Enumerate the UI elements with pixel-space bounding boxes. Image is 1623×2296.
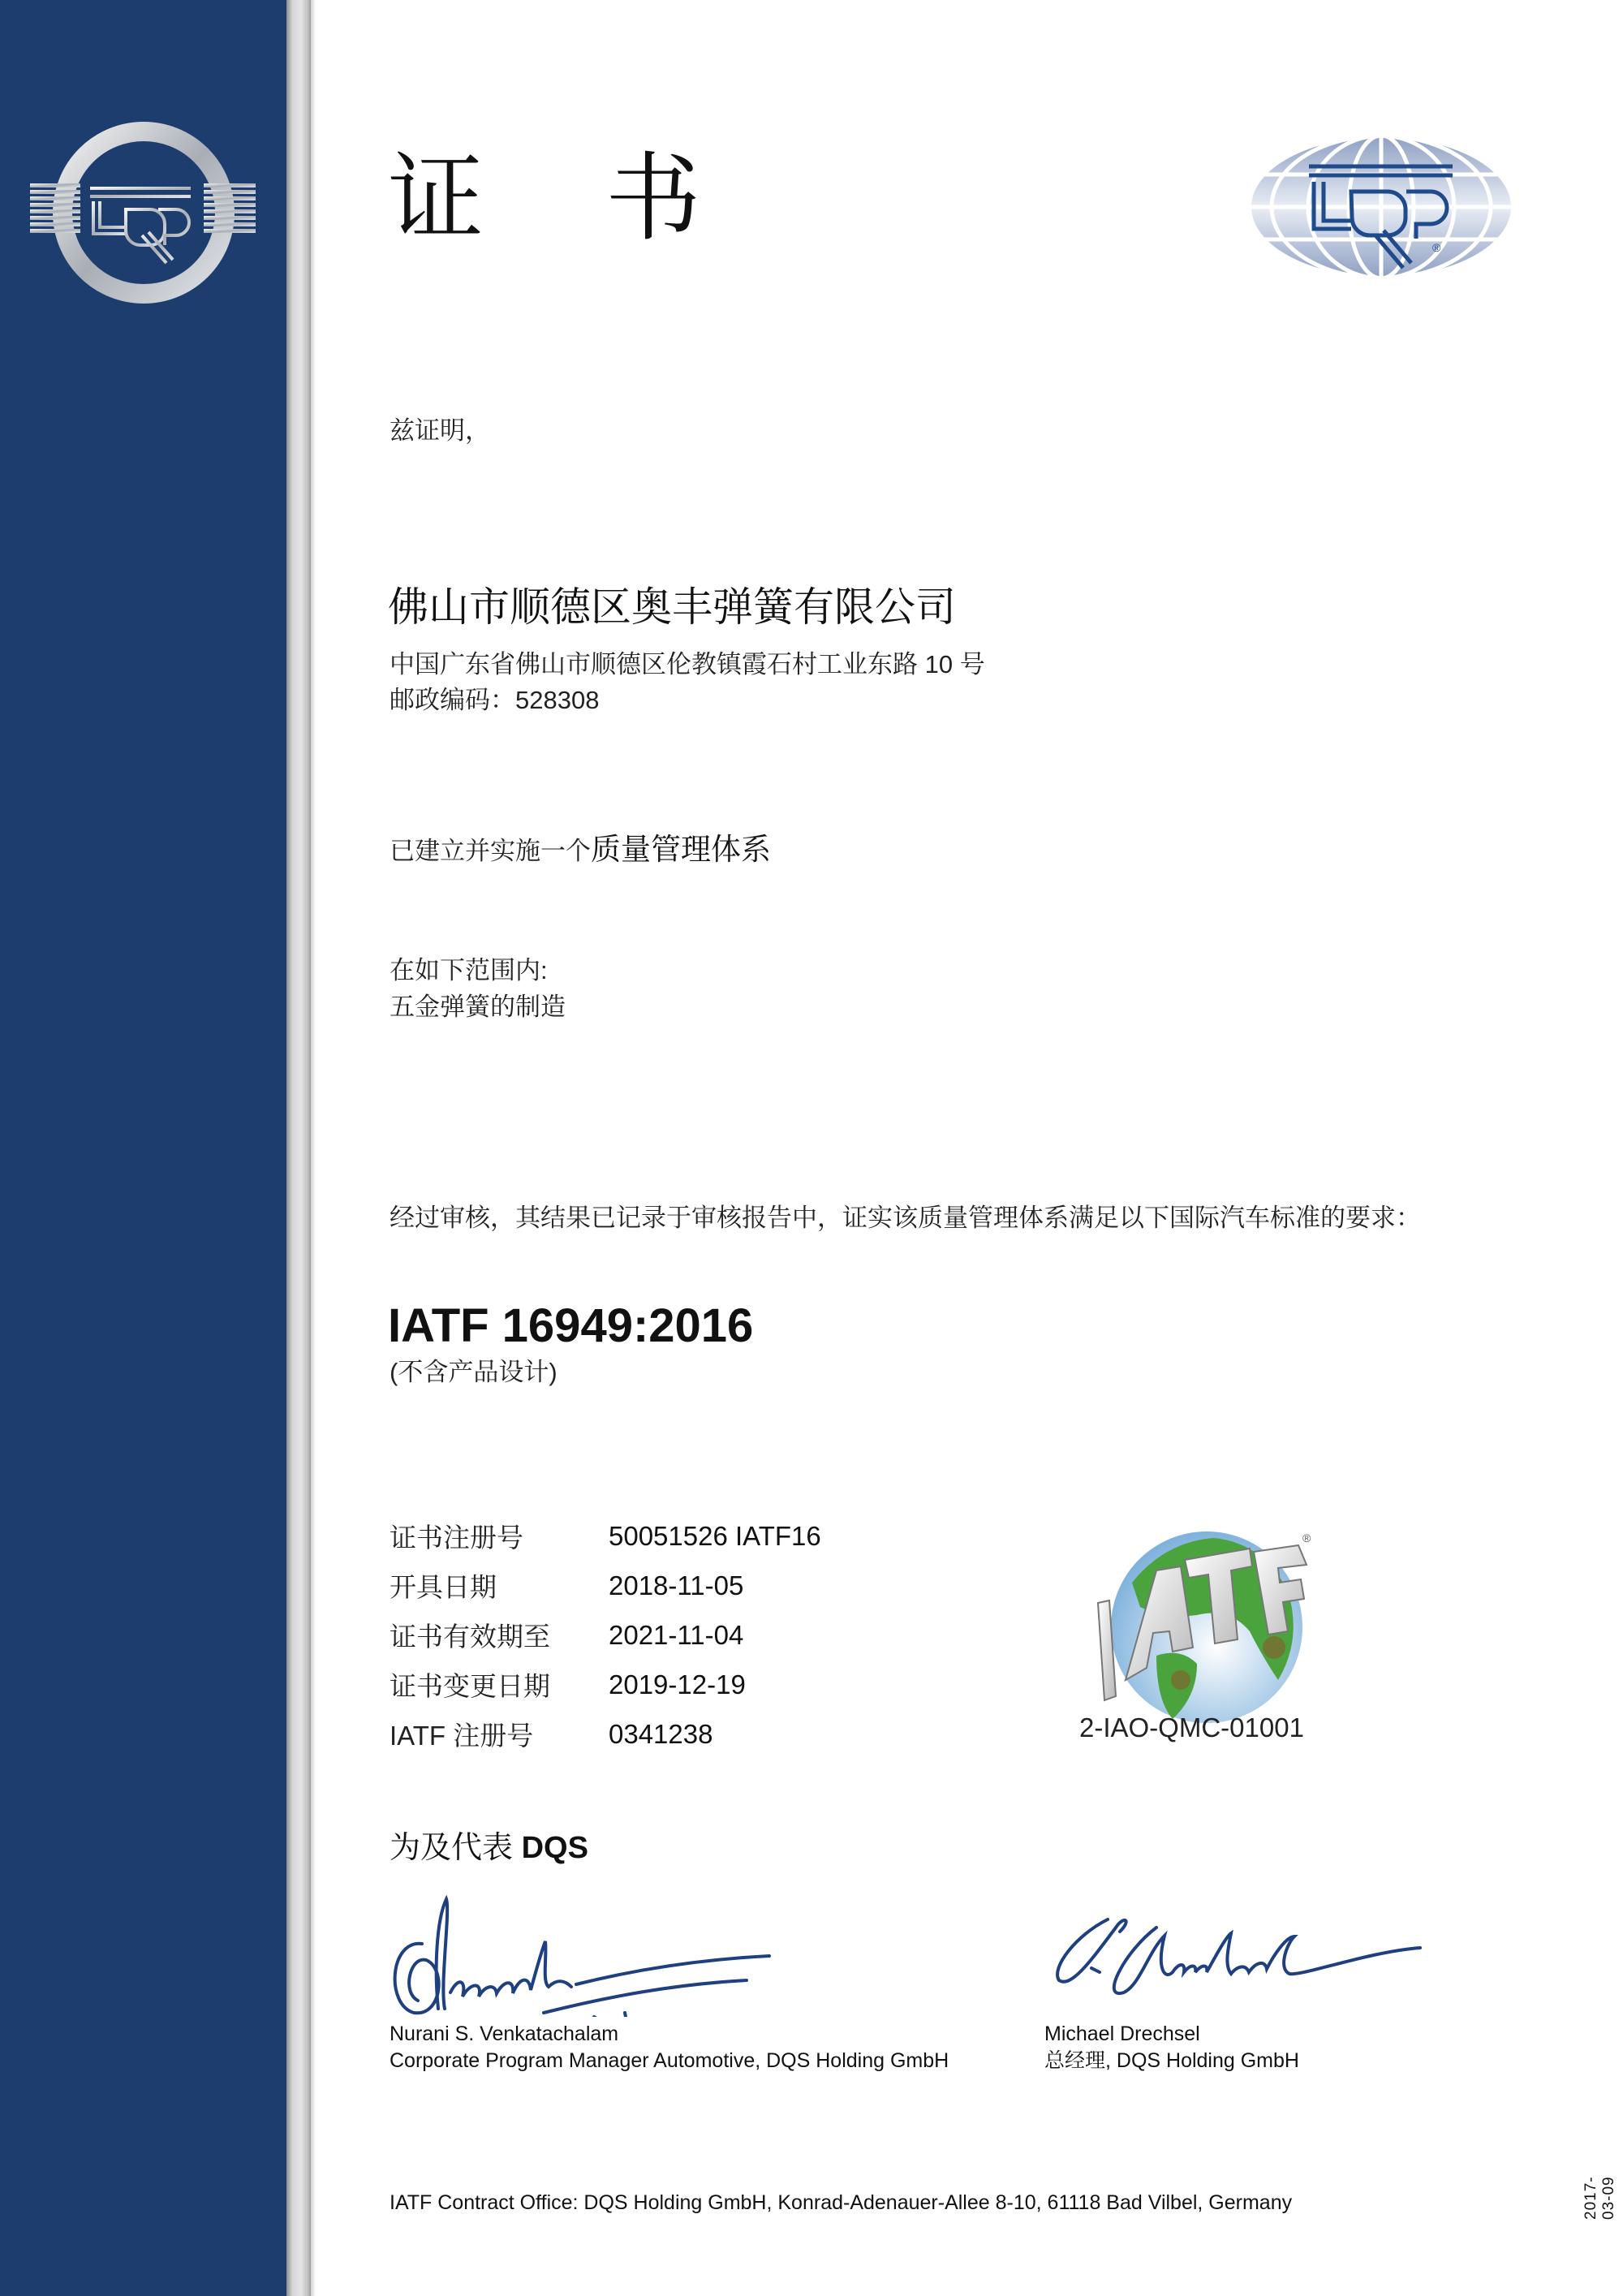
svg-text:®: ® [1432,241,1441,254]
version-date: 2017-03-09 [1582,2176,1617,2220]
system-statement-prefix: 已建立并实施一个 [390,837,591,865]
scope-label: 在如下范围内: [390,956,548,984]
signer-1-name: Nurani S. Venkatachalam [390,2022,619,2045]
title-char-1: 证 [388,142,484,254]
audit-statement: 经过审核，其结果已记录于审核报告中，证实该质量管理体系满足以下国际汽车标准的要求： [390,1204,1421,1232]
certificate-details [390,1511,821,1759]
signer-1-title: Corporate Program Manager Automotive, DQS Holding GmbH [390,2048,949,2072]
strip-shadow [311,0,316,2296]
metallic-strip [286,0,311,2296]
company-address: 中国广东省佛山市顺德区伦教镇霞石村工业东路 10 号 [390,650,985,678]
footer-contract-office: IATF Contract Office: DQS Holding GmbH, Konrad-Adenauer-Allee 8-10, 61118 Bad Vilbel, Germany [390,2191,1293,2214]
dqs-ring-logo-icon [28,114,260,308]
detail-label: 开具日期 [390,1572,497,1602]
on-behalf-of [390,1822,588,1867]
detail-label: 证书变更日期 [390,1671,550,1701]
signer-1 [390,2021,949,2074]
iatf-code: 2-IAO-QMC-01001 [1079,1712,1304,1742]
company-name: 佛山市顺德区奥丰弹簧有限公司 [388,584,956,630]
standard-note: (不含产品设计) [390,1358,558,1386]
detail-value: 50051526 IATF16 [609,1520,821,1551]
standard-name: IATF 16949:2016 [388,1299,754,1352]
on-behalf-prefix: 为及代表 [390,1831,522,1865]
detail-row-valid-until [390,1610,821,1660]
detail-label: 证书注册号 [390,1523,523,1553]
intro-text: 兹证明， [390,416,490,445]
detail-row-iatf-number [390,1709,821,1759]
signature-drechsel-icon [1043,1903,1449,2009]
detail-label: 证书有效期至 [390,1622,550,1652]
scope-value: 五金弹簧的制造 [390,993,566,1021]
detail-label: IATF 注册号 [390,1721,534,1751]
certificate-title [388,142,702,254]
dqs-globe-logo-icon [1246,130,1518,284]
detail-value: 2019-12-19 [609,1669,746,1699]
detail-row-change-date [390,1660,821,1709]
signature-venkatachalam-icon [381,1895,787,2017]
detail-row-registration [390,1511,821,1561]
signer-2 [1044,2021,1299,2074]
system-statement [390,829,771,870]
on-behalf-org: DQS [521,1831,588,1865]
system-statement-emphasis: 质量管理体系 [591,833,771,866]
company-postal-code: 邮政编码：528308 [390,686,600,714]
detail-row-issue-date [390,1561,821,1610]
signer-2-title: 总经理, DQS Holding GmbH [1044,2048,1299,2072]
signer-2-name: Michael Drechsel [1044,2022,1200,2045]
detail-value: 2018-11-05 [609,1570,744,1600]
detail-value: 0341238 [609,1718,713,1749]
detail-value: 2021-11-04 [609,1619,744,1650]
svg-text:®: ® [1302,1531,1311,1544]
title-char-2: 书 [605,142,702,254]
left-blue-band [0,0,286,2296]
